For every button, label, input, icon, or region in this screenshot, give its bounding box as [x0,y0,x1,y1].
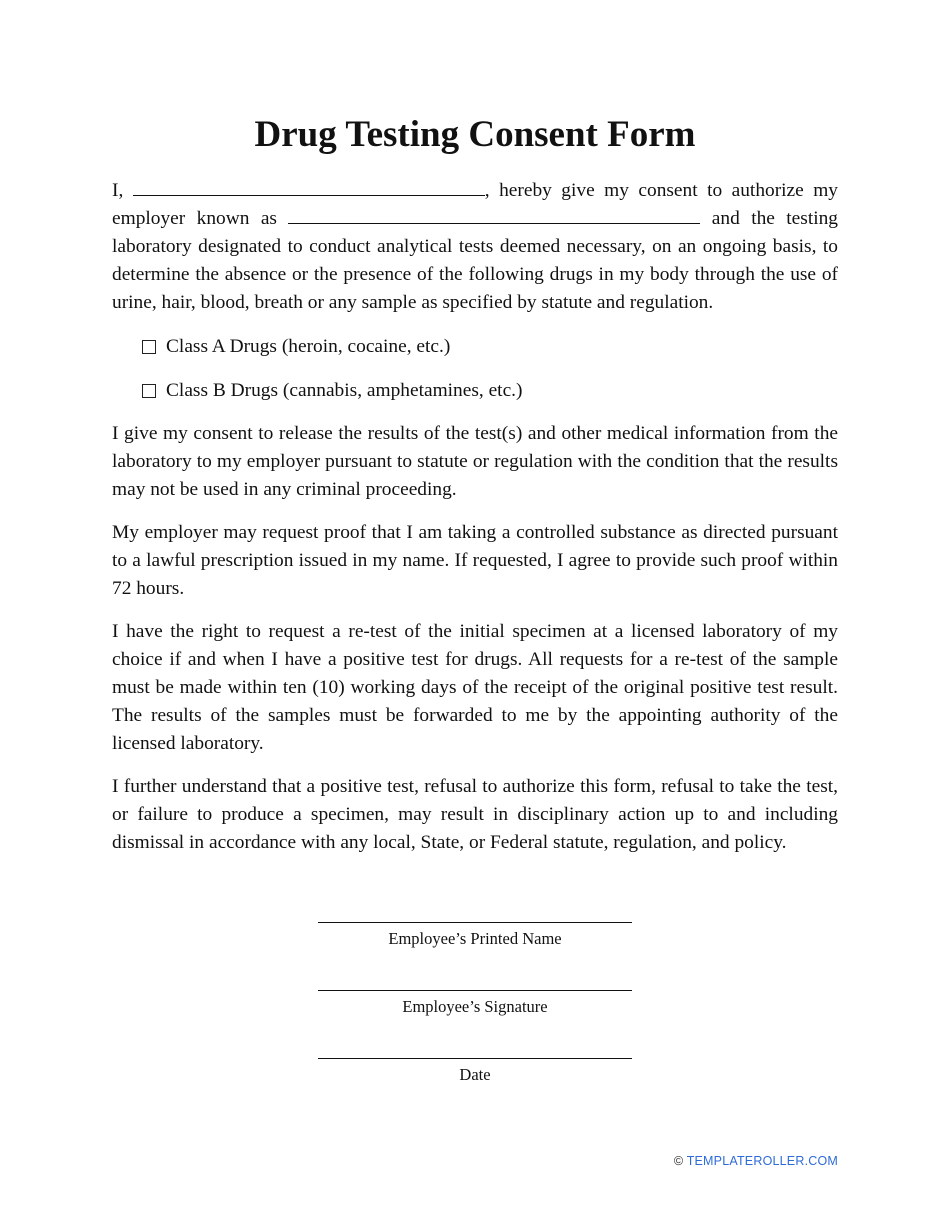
date-label: Date [459,1065,491,1084]
class-b-checkbox[interactable] [142,384,156,398]
intro-text-part2: , hereby give my consent to authorize my employer known as [112,180,839,229]
employer-name-blank[interactable] [288,205,700,224]
class-b-label: Class B Drugs (cannabis, amphetamines, etc.) [166,380,523,401]
intro-text-part3: and the testing laboratory designated to conduct analytical tests deemed necessary, on an ongoing basis, to determine the absence or the presence of the following drugs in my body through the use of urine, hair, blood, breath or any sample as specified by statute and regulation. [112,208,838,313]
date-block [318,1058,632,1086]
copyright-icon: © [673,1154,684,1168]
printed-name-signature-block [318,922,632,950]
class-b-drugs-option[interactable] [142,377,522,405]
intro-text-part1: I, [112,180,133,201]
class-a-drugs-option[interactable] [142,333,450,361]
signature-block [318,990,632,1018]
consequences-paragraph: I further understand that a positive test, refusal to authorize this form, refusal to take the test, or failure to produce a specimen, may result in disciplinary action up to and including dismissal in accordance with any local, State, or Federal statute, regulation, and policy. [112,776,838,853]
signature-line[interactable] [318,990,632,991]
printed-name-line[interactable] [318,922,632,923]
date-line[interactable] [318,1058,632,1059]
class-a-label: Class A Drugs (heroin, cocaine, etc.) [166,336,451,357]
templateroller-link[interactable]: TEMPLATEROLLER.COM [686,1154,838,1168]
consent-intro-paragraph [112,177,838,317]
class-a-checkbox[interactable] [142,340,156,354]
printed-name-label: Employee’s Printed Name [388,929,562,948]
prescription-proof-paragraph: My employer may request proof that I am taking a controlled substance as directed pursuant to a lawful prescription issued in my name. If requested, I agree to provide such proof within 72 hours. [112,522,838,599]
release-results-paragraph: I give my consent to release the results of the test(s) and other medical information from the laboratory to my employer pursuant to statute or regulation with the condition that the results may not be used in any criminal proceeding. [112,423,838,500]
retest-right-paragraph: I have the right to request a re-test of the initial specimen at a licensed laboratory of my choice if and when I have a positive test for drugs. All requests for a re-test of the sample must be made within ten (10) working days of the receipt of the original positive test result. The results of the samples must be forwarded to me by the appointing authority of the licensed laboratory. [112,621,838,754]
footer-copyright [674,1154,838,1168]
employee-name-blank[interactable] [133,177,485,196]
signature-label: Employee’s Signature [402,997,548,1016]
page-title: Drug Testing Consent Form [254,114,696,155]
